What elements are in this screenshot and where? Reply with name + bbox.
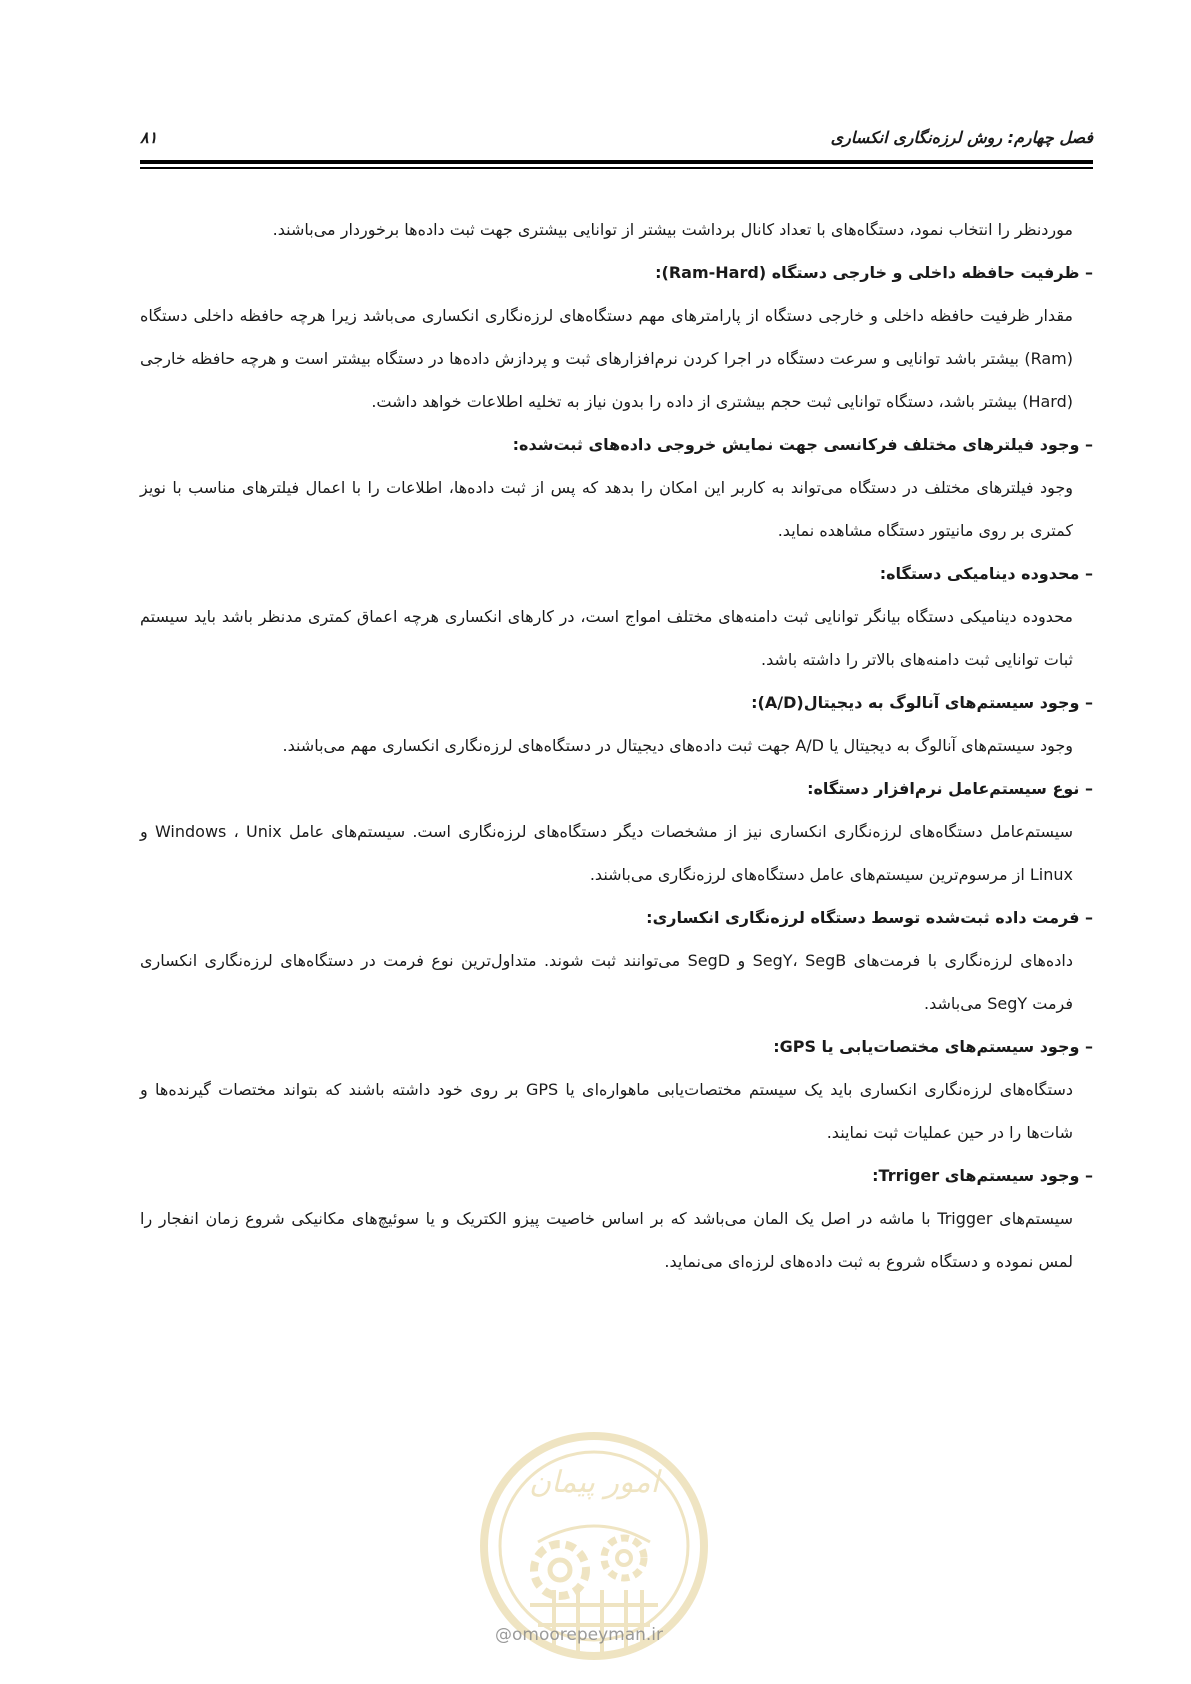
main-content xyxy=(140,208,1093,1283)
section-body-dynamic-range: محدوده دینامیکی دستگاه بیانگر توانایی ثبت دامنه‌های مختلف امواج است، در کارهای انکساری هرچه اعماق کمتری مدنظر باشد باید سیستم ثبات توانایی ثبت دامنه‌های بالاتر را داشته باشد. xyxy=(140,607,1073,669)
page-header xyxy=(140,128,1093,156)
section-body-operating-system: سیستم‌عامل دستگاه‌های لرزه‌نگاری انکساری نیز از مشخصات دیگر دستگاه‌های لرزه‌نگاری است. سیستم‌های عامل Windows ، Unix و Linux از مرسوم‌ترین سیستم‌های عامل دستگاه‌های لرزه‌نگاری می‌باشند. xyxy=(140,822,1073,884)
section-heading-gps: – وجود سیستم‌های مختصات‌یابی یا GPS: xyxy=(773,1037,1093,1056)
section-body-filters: وجود فیلترهای مختلف در دستگاه می‌تواند به کاربر این امکان را بدهد که پس از ثبت داده‌ها، اطلاعات را با اعمال فیلترهای مناسب با نویز کمتری بر روی مانیتور دستگاه مشاهده نماید. xyxy=(140,478,1073,540)
section-heading-trigger: – وجود سیستم‌های Trriger: xyxy=(872,1166,1093,1185)
intro-paragraph: موردنظر را انتخاب نمود، دستگاه‌های با تعداد کانال برداشت بیشتر از توانایی بیشتری جهت ثبت داده‌ها برخوردار می‌باشند. xyxy=(272,220,1073,239)
section-body-trigger: سیستم‌های Trigger با ماشه در اصل یک المان می‌باشد که بر اساس خاصیت پیزو الکتریک و یا سوئیچ‌های مکانیکی شروع زمان انفجار را لمس نموده و دستگاه شروع به ثبت داده‌های لرزه‌ای می‌نماید. xyxy=(140,1209,1074,1271)
section-heading-memory: – ظرفیت حافظه داخلی و خارجی دستگاه (Ram-Hard): xyxy=(655,263,1093,282)
page-number: ۸۱ xyxy=(140,128,158,147)
section-heading-ad-converter: – وجود سیستم‌های آنالوگ به دیجیتال(A/D): xyxy=(751,693,1093,712)
section-heading-dynamic-range: – محدوده دینامیکی دستگاه: xyxy=(879,564,1093,583)
section-heading-operating-system: – نوع سیستم‌عامل نرم‌افزار دستگاه: xyxy=(807,779,1093,798)
section-heading-data-format: – فرمت داده ثبت‌شده توسط دستگاه لرزه‌نگاری انکساری: xyxy=(646,908,1093,927)
section-body-ad-converter: وجود سیستم‌های آنالوگ به دیجیتال یا A/D جهت ثبت داده‌های دیجیتال در دستگاه‌های لرزه‌نگاری انکساری مهم می‌باشند. xyxy=(282,736,1073,755)
watermark-logo-text: امور پیمان xyxy=(529,1465,659,1500)
section-body-data-format: داده‌های لرزه‌نگاری با فرمت‌های SegY، SegB و SegD می‌توانند ثبت شوند. متداول‌ترین نوع فرمت در دستگاه‌های لرزه‌نگاری انکساری فرمت SegY می‌باشد. xyxy=(140,951,1073,1013)
section-body-gps: دستگاه‌های لرزه‌نگاری انکساری باید یک سیستم مختصات‌یابی ماهواره‌ای یا GPS بر روی خود داشته باشند که بتواند مختصات گیرنده‌ها و شات‌ها را در حین عملیات ثبت نمایند. xyxy=(140,1080,1074,1142)
chapter-title: فصل چهارم: روش لرزه‌نگاری انکساری xyxy=(830,128,1093,147)
watermark-url: @omoorepeyman.ir xyxy=(495,1625,664,1645)
header-rule-thin xyxy=(140,167,1093,169)
section-body-memory: مقدار ظرفیت حافظه داخلی و خارجی دستگاه از پارامترهای مهم دستگاه‌های لرزه‌نگاری انکساری می‌باشد زیرا هرچه حافظه داخلی دستگاه (Ram) بیشتر باشد توانایی و سرعت دستگاه در اجرا کردن نرم‌افزارهای ثبت و پردازش داده‌ها در دستگاه بیشتر است و هرچه حافظه خارجی (Hard) بیشتر باشد، دستگاه توانایی ثبت حجم بیشتری از داده را بدون نیاز به تخلیه اطلاعات خواهد داشت. xyxy=(140,306,1073,411)
header-rule-thick xyxy=(140,160,1093,164)
section-heading-filters: – وجود فیلترهای مختلف فرکانسی جهت نمایش خروجی داده‌های ثبت‌شده: xyxy=(512,435,1093,454)
